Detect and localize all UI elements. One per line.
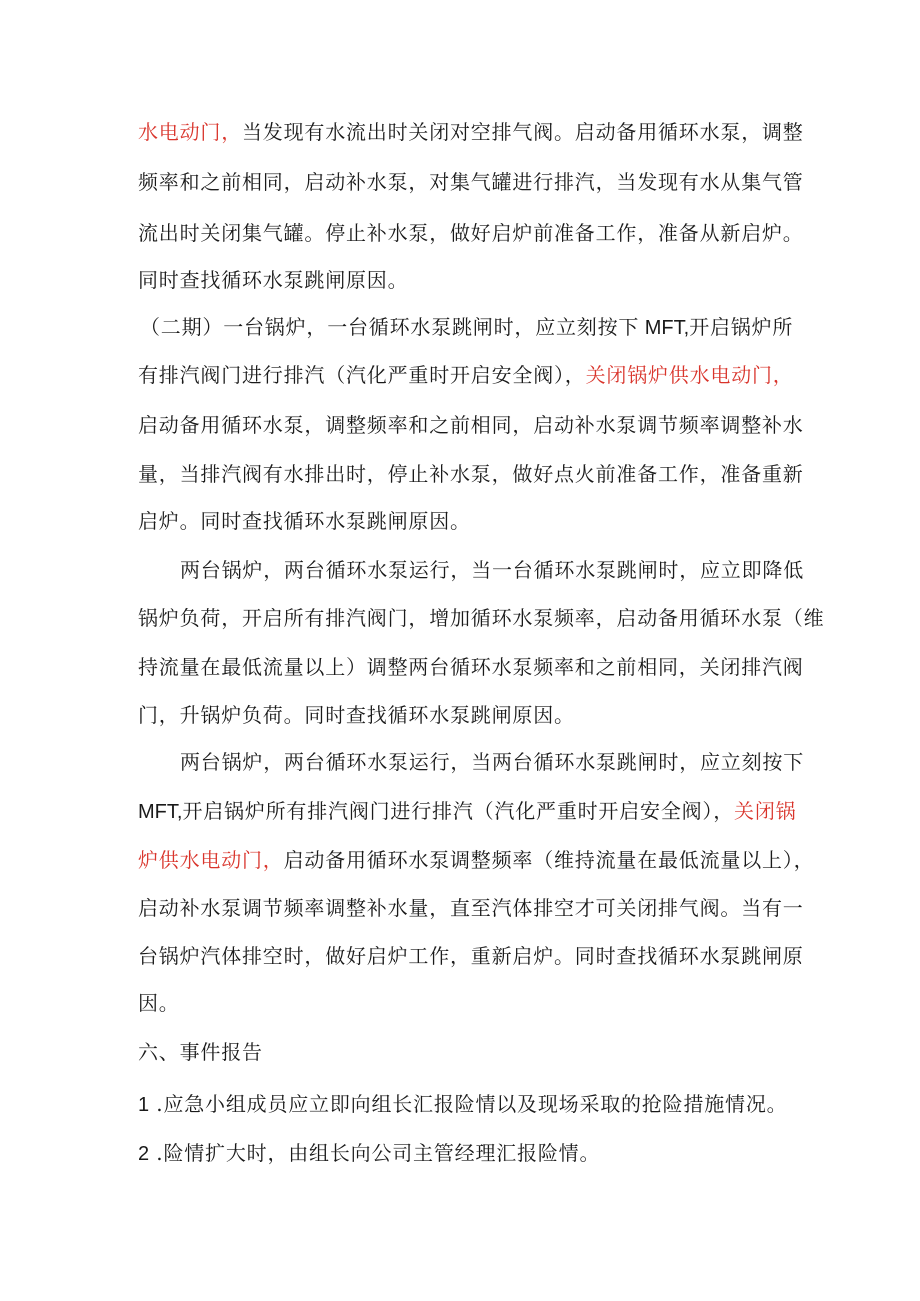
paragraph-1-line-4: 同时查找循环水泵跳闸原因。: [138, 268, 409, 292]
paragraph-3-line-3: 持流量在最低流量以上）调整两台循环水泵频率和之前相同，关闭排汽阀: [138, 655, 804, 679]
paragraph-1-line-3: 流出时关闭集气罐。停止补水泵，做好启炉前准备工作，准备从新启炉。: [138, 221, 804, 245]
paragraph-4-line-2: [138, 793, 797, 829]
paragraph-3-line-2: 锅炉负荷，开启所有排汽阀门，增加循环水泵频率，启动备用循环水泵（维: [138, 606, 825, 630]
body-text: 当发现有水流出时关闭对空排气阀。启动备用循环水泵，调整: [242, 120, 804, 144]
paragraph-1-line-2: 频率和之前相同，启动补水泵，对集气罐进行排汽，当发现有水从集气管: [138, 170, 804, 194]
body-text: 启动备用循环水泵调整频率（维持流量在最低流量以上），: [283, 848, 815, 872]
paragraph-4-line-4: 启动补水泵调节频率调整补水量，直至汽体排空才可关闭排气阀。当有一: [138, 896, 804, 920]
body-text: 开启锅炉所有排汽阀门进行排汽（汽化严重时开启安全阀），: [182, 799, 735, 823]
paragraph-2-line-1: [140, 309, 794, 345]
paragraph-1-line-1: [138, 114, 804, 150]
paragraph-2-line-3: 启动备用循环水泵，调整频率和之前相同，启动补水泵调节频率调整补水: [138, 413, 804, 437]
body-text: 有排汽阀门进行排汽（汽化严重时开启安全阀），: [138, 363, 586, 387]
list-item: [138, 1135, 788, 1171]
highlighted-text: 炉供水电动门，: [138, 848, 284, 872]
paragraph-2-line-2: [138, 357, 794, 393]
body-text: 开启锅炉所: [689, 315, 794, 339]
highlighted-text: 水电动门，: [138, 120, 242, 144]
paragraph-2-line-4: 量，当排汽阀有水排出时，停止补水泵，做好点火前准备工作，准备重新: [138, 462, 804, 486]
paragraph-3-line-4: 门，升锅炉负荷。同时查找循环水泵跳闸原因。: [138, 703, 575, 727]
list-item-text: .险情扩大时，由组长向公司主管经理汇报险情。: [149, 1141, 601, 1165]
list-item-number: 2: [138, 1143, 150, 1165]
mft-text: MFT,: [639, 317, 690, 339]
paragraph-4-line-1: 两台锅炉，两台循环水泵运行，当两台循环水泵跳闸时，应立刻按下: [180, 750, 804, 774]
paragraph-4-line-6: 因。: [138, 991, 180, 1015]
paragraph-4-line-5: 台锅炉汽体排空时，做好启炉工作，重新启炉。同时查找循环水泵跳闸原: [138, 944, 804, 968]
section-heading: 六、事件报告: [138, 1040, 263, 1064]
list-item: [138, 1086, 788, 1122]
mft-text: MFT,: [138, 801, 183, 823]
paragraph-2-line-5: 启炉。同时查找循环水泵跳闸原因。: [138, 509, 471, 533]
highlighted-text: 关闭锅: [734, 799, 797, 823]
body-text: （二期）一台锅炉，一台循环水泵跳闸时，应立刻按下: [140, 315, 640, 339]
paragraph-3-line-1: 两台锅炉，两台循环水泵运行，当一台循环水泵跳闸时，应立即降低: [180, 558, 804, 582]
list-item-text: .应急小组成员应立即向组长汇报险情以及现场采取的抢险措施情况。: [149, 1092, 788, 1116]
highlighted-text: 关闭锅炉供水电动门，: [585, 363, 794, 387]
paragraph-4-line-3: [138, 842, 815, 878]
list-item-number: 1: [138, 1094, 150, 1116]
